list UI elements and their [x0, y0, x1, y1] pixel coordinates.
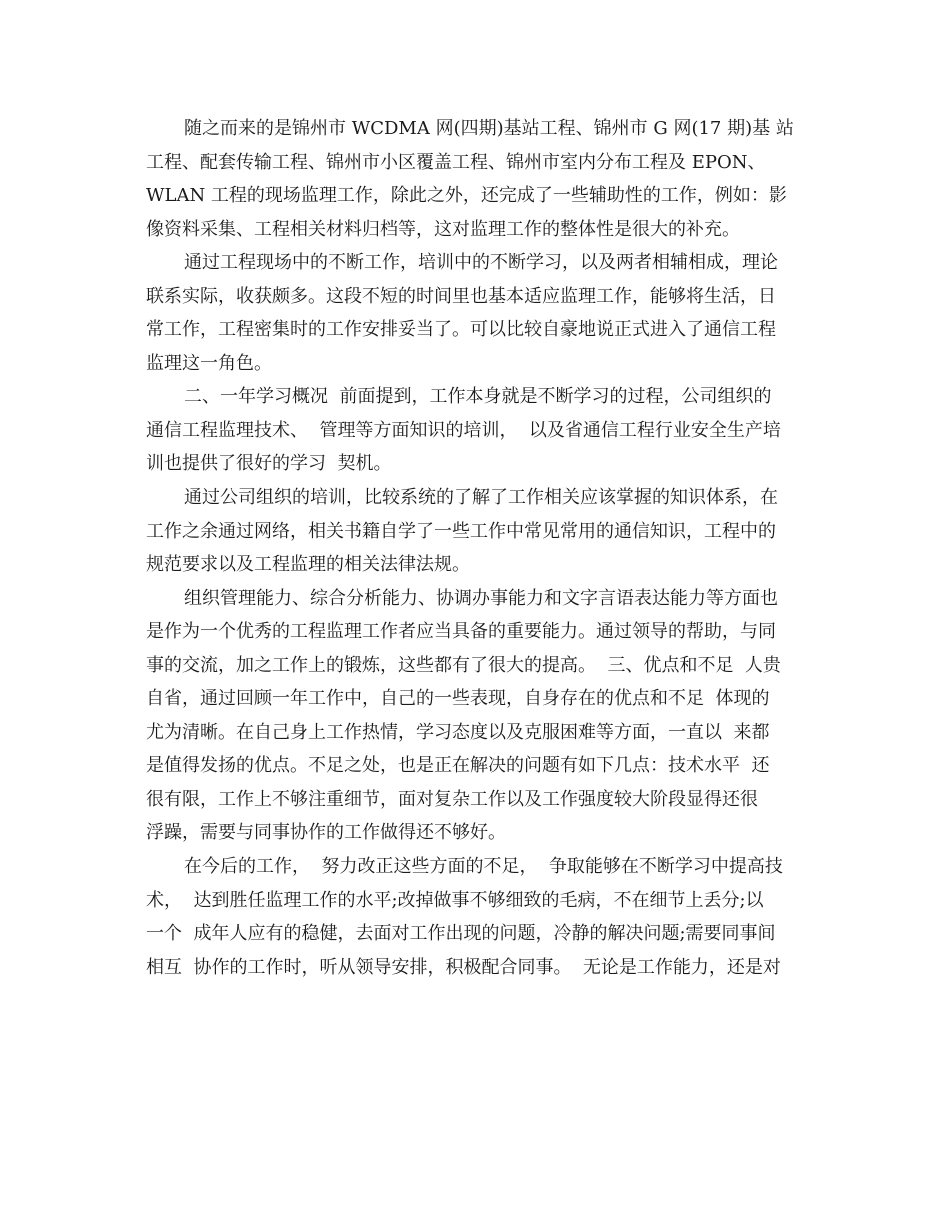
text-line: 工程、配套传输工程、锦州市小区覆盖工程、锦州市室内分布工程及 EPON、 — [146, 151, 766, 173]
text-line: WLAN 工程的现场监理工作，除此之外，还完成了一些辅助性的工作，例如：影 — [146, 185, 787, 207]
text-line: 通信工程监理技术、 管理等方面知识的培训， 以及省通信工程行业安全生产培 — [146, 419, 781, 441]
text-line: 监理这一角色。 — [146, 352, 272, 374]
text-line: 术， 达到胜任监理工作的水平;改掉做事不够细致的毛病，不在细节上丢分;以 — [146, 889, 764, 911]
text-line: 很有限，工作上不够注重细节，面对复杂工作以及工作强度较大阶段显得还很 — [146, 788, 758, 810]
text-line: 浮躁，需要与同事协作的工作做得还不够好。 — [146, 822, 506, 844]
document-body — [146, 112, 806, 984]
text-line: 像资料采集、工程相关材料归档等，这对监理工作的整体性是很大的补充。 — [146, 218, 740, 240]
text-line: 是值得发扬的优点。不足之处，也是正在解决的问题有如下几点：技术水平 还 — [146, 755, 770, 777]
text-line: 一个 成年人应有的稳健，去面对工作出现的问题，冷静的解决问题;需要同事间 — [146, 923, 776, 945]
text-line: 二、一年学习概况 前面提到，工作本身就是不断学习的过程，公司组织的 — [184, 386, 772, 408]
text-line: 通过工程现场中的不断工作，培训中的不断学习，以及两者相辅相成，理论 — [184, 252, 778, 274]
text-line: 在今后的工作， 努力改正这些方面的不足， 争取能够在不断学习中提高技 — [184, 856, 783, 878]
text-line: 通过公司组织的培训，比较系统的了解了工作相关应该掌握的知识体系，在 — [184, 487, 778, 509]
text-line: 组织管理能力、综合分析能力、协调办事能力和文字言语表达能力等方面也 — [184, 587, 778, 609]
text-line: 事的交流，加之工作上的锻炼，这些都有了很大的提高。 三、优点和不足 人贵 — [146, 654, 781, 676]
text-line: 规范要求以及工程监理的相关法律法规。 — [146, 554, 470, 576]
text-line: 尤为清晰。在自己身上工作热情，学习态度以及克服困难等方面，一直以 来都 — [146, 721, 770, 743]
text-line: 工作之余通过网络，相关书籍自学了一些工作中常见常用的通信知识，工程中的 — [146, 520, 776, 542]
text-line: 随之而来的是锦州市 WCDMA 网(四期)基站工程、锦州市 G 网(17 期)基 站 — [184, 118, 794, 139]
text-line: 联系实际，收获颇多。这段不短的时间里也基本适应监理工作，能够将生活，日 — [146, 285, 776, 307]
text-line: 常工作，工程密集时的工作安排妥当了。可以比较自豪地说正式进入了通信工程 — [146, 319, 776, 341]
text-line: 是作为一个优秀的工程监理工作者应当具备的重要能力。通过领导的帮助，与同 — [146, 621, 776, 643]
text-line: 自省，通过回顾一年工作中，自己的一些表现，自身存在的优点和不足 体现的 — [146, 688, 770, 710]
text-line: 训也提供了很好的学习 契机。 — [146, 453, 392, 475]
text-line: 相互 协作的工作时，听从领导安排，积极配合同事。 无论是工作能力，还是对 — [146, 956, 781, 978]
